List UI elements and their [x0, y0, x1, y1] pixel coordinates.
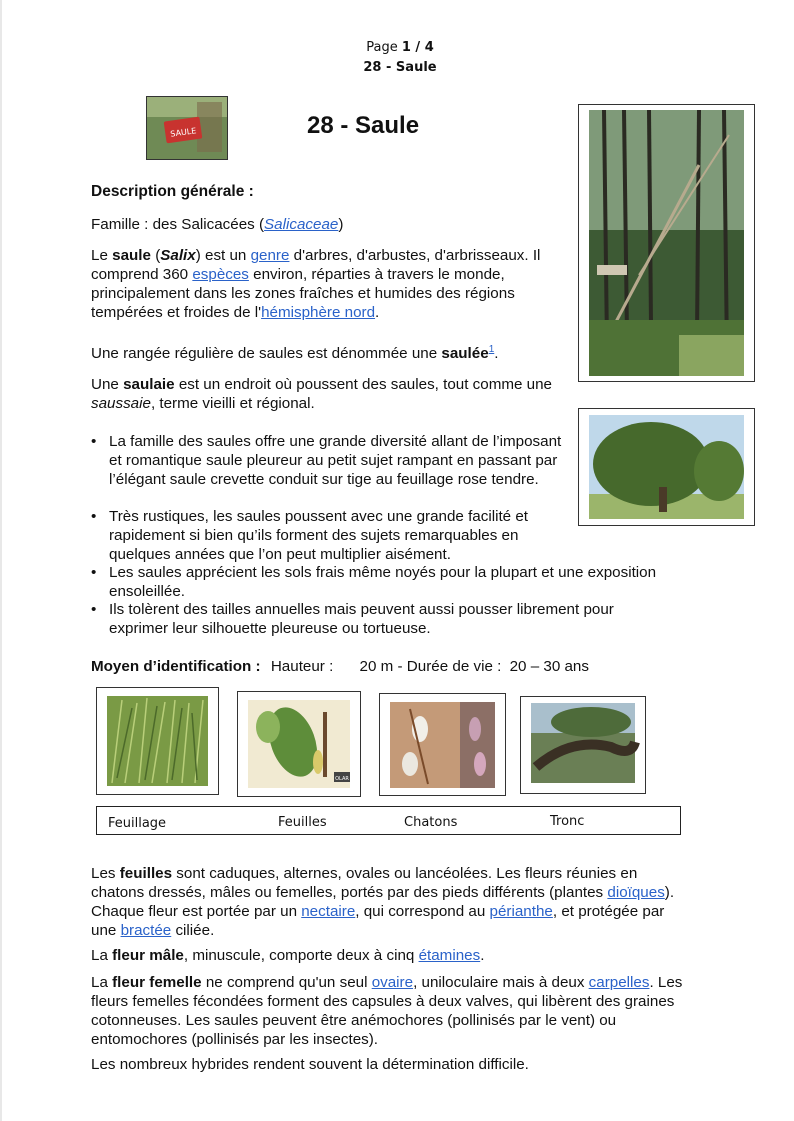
- caption-feuillage: Feuillage: [108, 816, 167, 831]
- page-title: 28 - Saule: [307, 112, 420, 139]
- bullet-item: • Les saules apprécient les sols frais même noyés pour la plupart et une exposition ensoleillée.: [91, 564, 657, 600]
- link-bractee[interactable]: bractée: [120, 922, 172, 939]
- bullet-item: • Très rustiques, les saules poussent avec une grande facilité et rapidement si bien qu’ils forment des sujets remarquables en quelques années que l’on peut multiplier aisément.: [91, 508, 529, 563]
- link-etamines[interactable]: étamines: [418, 947, 481, 964]
- header-title: 28 - Saule: [363, 60, 437, 75]
- paragraph-hybrides: Les nombreux hybrides rendent souvent la détermination difficile.: [91, 1056, 529, 1073]
- sign-text: SAULE: [169, 126, 197, 139]
- paragraph-genre: Le saule (Salix) est un genre d'arbres, d'arbustes, d'arbrisseaux. Il comprend 360 espèces environ, réparties à travers le monde, principalement dans les zones fraîches et humides des régions tempérées et froides de l'hémisphère nord.: [91, 247, 541, 321]
- paragraph-fleur-femelle: La fleur femelle ne comprend qu'un seul ovaire, uniloculaire mais à deux carpelles. Les fleurs femelles fécondées forment des capsules à deux valves, qui libèrent des graines cotonneuses. Les saules peuvent être anémochores (pollinisés par le vent) ou entomochores (pollinisés par les insectes).: [91, 974, 683, 1048]
- link-dioiques[interactable]: dioïques: [607, 884, 665, 901]
- link-especes[interactable]: espèces: [192, 266, 249, 283]
- hauteur-value: 20 m - Durée de vie :: [359, 658, 502, 675]
- image-tag: OLAR: [335, 776, 349, 782]
- paragraph-saulaie: Une saulaie est un endroit où poussent des saules, tout comme une saussaie, terme vieilli et régional.: [91, 376, 552, 412]
- link-salicaceae[interactable]: Salicaceae: [264, 216, 339, 233]
- caption-chatons: Chatons: [404, 815, 458, 830]
- paragraph-saulee: Une rangée régulière de saules est dénommée une saulée$^1$.: [91, 344, 499, 363]
- link-nectaire[interactable]: nectaire: [301, 903, 356, 920]
- footnote-link[interactable]: 1: [488, 344, 495, 355]
- identification-label: Moyen d’identification :: [91, 658, 261, 675]
- tronc-image: [520, 696, 646, 794]
- identification-line: [91, 657, 589, 676]
- page-indicator: Page 1 / 4: [366, 40, 434, 55]
- caption-feuilles: Feuilles: [278, 815, 327, 830]
- description-heading: Description générale :: [91, 183, 254, 200]
- link-hemisphere-nord[interactable]: hémisphère nord: [261, 304, 376, 321]
- link-perianthe[interactable]: périanthe: [489, 903, 553, 920]
- caption-tronc: Tronc: [550, 814, 585, 829]
- paragraph-fleur-male: La fleur mâle, minuscule, comporte deux à cinq étamines.: [91, 947, 485, 964]
- scan-edge: [0, 0, 2, 1121]
- chatons-image: [379, 693, 506, 796]
- forest-photo: [578, 104, 755, 382]
- link-carpelles[interactable]: carpelles: [588, 974, 650, 991]
- feuillage-image: [96, 687, 219, 795]
- link-genre[interactable]: genre: [250, 247, 290, 264]
- bullet-item: • La famille des saules offre une grande diversité allant de l’imposant et romantique saule pleureur au petit sujet rampant en passant par l’élégant saule crevette conduit sur tige au feuillage rose tendre.: [91, 433, 562, 488]
- feuilles-image: [237, 691, 361, 797]
- paragraph-feuilles: Les feuilles sont caduques, alternes, ovales ou lancéolées. Les fleurs réunies en chatons dressés, mâles ou femelles, portés par des pieds différents (plantes dioïques). Chaque fleur est portée par un nectaire, qui correspond au périanthe, et protégée par une bractée ciliée.: [91, 865, 675, 939]
- vie-value: 20 – 30 ans: [509, 658, 589, 675]
- caption-bar: [96, 806, 681, 835]
- logo-sign-image: [146, 96, 228, 160]
- link-ovaire[interactable]: ovaire: [371, 974, 414, 991]
- tree-photo: [578, 408, 755, 526]
- family-line: Famille : des Salicacées (Salicaceae): [91, 216, 344, 233]
- bullet-item: • Ils tolèrent des tailles annuelles mais peuvent aussi pousser librement pour exprimer leur silhouette pleureuse ou tortueuse.: [91, 601, 614, 637]
- hauteur-label: Hauteur :: [270, 658, 334, 675]
